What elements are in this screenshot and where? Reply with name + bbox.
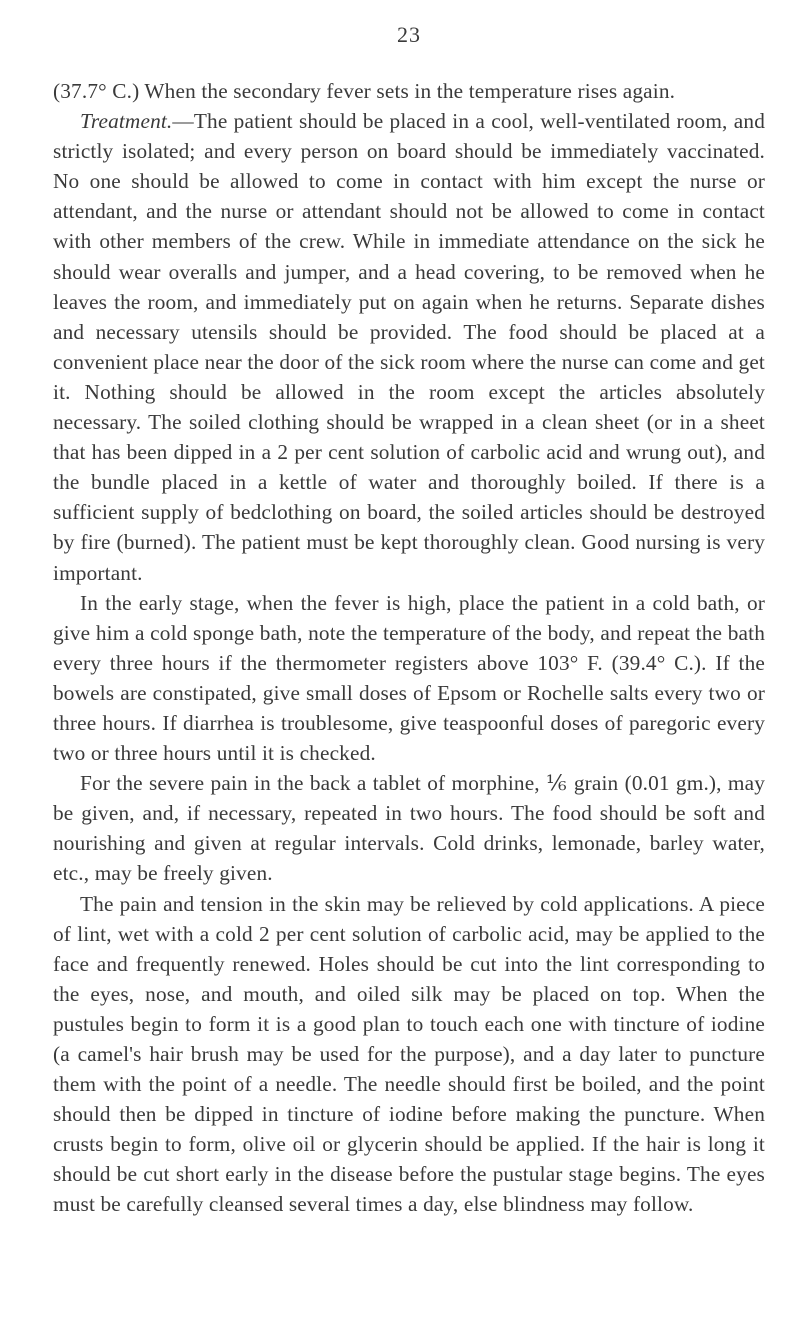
document-page [53,22,765,1322]
paragraph-skin-care [53,889,765,1220]
paragraph-treatment [53,106,765,588]
section-heading-treatment: Treatment. [80,109,173,134]
page-number: 23 [397,22,421,47]
paragraph-pain-relief [53,768,765,888]
paragraph-early-stage [53,588,765,769]
paragraph-text: The pain and tension in the skin may be relieved by cold applications. A piece of lint, wet with a cold 2 per cent solution of carbolic acid, may be applied to the face and frequently renewed. Holes should be cut into the lint corresponding to the eyes, nose, and mouth, and oiled silk may be placed on top. When the pustules begin to form it is a good plan to touch each one with tincture of iodine (a camel's hair brush may be used for the purpose), and a day later to puncture them with the point of a needle. The needle should first be boiled, and the point should then be dipped in tincture of iodine before making the puncture. When crusts begin to form, olive oil or glycerin should be applied. If the hair is long it should be cut short early in the disease before the pustular stage begins. The eyes must be carefully cleansed several times a day, else blindness may follow. [53,891,765,1217]
paragraph-text: In the early stage, when the fever is high, place the patient in a cold bath, or give him a cold sponge bath, note the temperature of the body, and repeat the bath every three hours if the thermometer registers above 103° F. (39.4° C.). If the bowels are constipated, give small doses of Epsom or Rochelle salts every two or three hours. If diarrhea is troublesome, give teaspoonful doses of paregoric every two or three hours until it is checked. [53,590,765,766]
paragraph-continuation [53,76,765,106]
paragraph-text: —The patient should be placed in a cool, well-ventilated room, and strictly isolated; and every person on board should be immediately vaccinated. No one should be allowed to come in contact with him except the nurse or attendant, and the nurse or attendant should not be allowed to come in contact with other members of the crew. While in immediate attendance on the sick he should wear overalls and jumper, and a head covering, to be removed when he leaves the room, and immediately put on again when he returns. Separate dishes and necessary utensils should be provided. The food should be placed at a convenient place near the door of the sick room where the nurse can come and get it. Nothing should be allowed in the room except the articles absolutely necessary. The soiled clothing should be wrapped in a clean sheet (or in a sheet that has been dipped in a 2 per cent solution of carbolic acid and wrung out), and the bundle placed in a kettle of water and thoroughly boiled. If there is a sufficient supply of bedclothing on board, the soiled articles should be destroyed by fire (burned). The patient must be kept thoroughly clean. Good nursing is very important. [53,109,765,585]
paragraph-text: For the severe pain in the back a tablet of morphine, ⅙ grain (0.01 gm.), may be given, and, if necessary, repeated in two hours. The food should be soft and nourishing and given at regular intervals. Cold drinks, lemonade, barley water, etc., may be freely given. [53,771,765,886]
paragraph-text: (37.7° C.) When the secondary fever sets in the temperature rises again. [53,79,676,103]
